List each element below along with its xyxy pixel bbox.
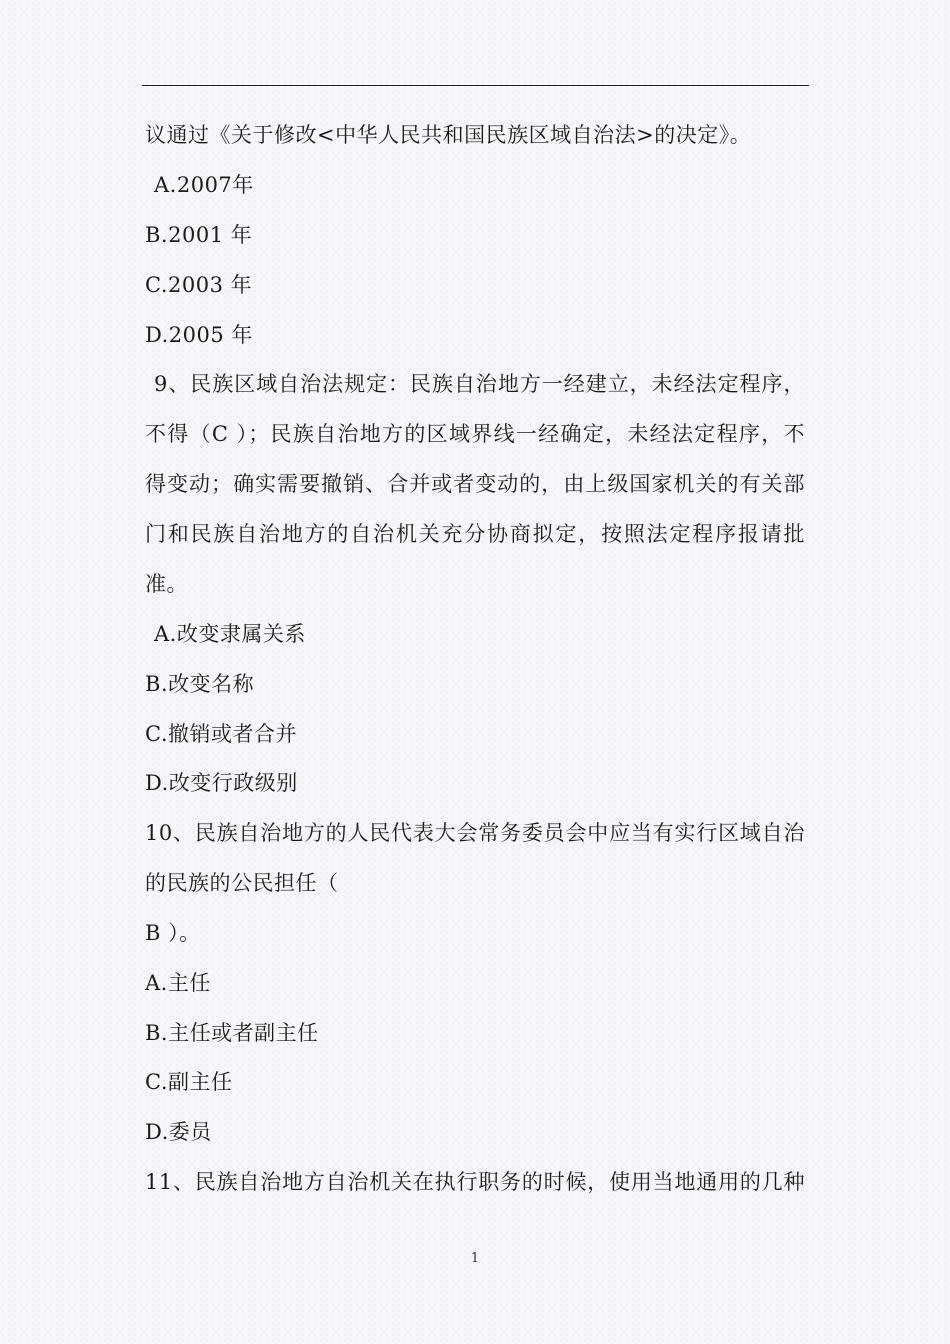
question-9-line: 门和民族自治地方的自治机关充分协商拟定，按照法定程序报请批 bbox=[145, 522, 805, 546]
option-line: C.副主任 bbox=[145, 1070, 233, 1094]
question-11-line: 11、民族自治地方自治机关在执行职务的时候，使用当地通用的几种 bbox=[145, 1170, 805, 1194]
option-line: A.改变隶属关系 bbox=[154, 622, 306, 646]
option-line: D.改变行政级别 bbox=[145, 771, 298, 795]
option-line: B.改变名称 bbox=[145, 672, 255, 696]
header-rule bbox=[142, 85, 809, 86]
option-line: D.2005 年 bbox=[145, 323, 253, 347]
option-line: A.主任 bbox=[145, 971, 211, 995]
option-line: B.2001 年 bbox=[145, 223, 253, 247]
question-9-line: 不得（C ）；民族自治地方的区域界线一经确定，未经法定程序，不 bbox=[145, 422, 805, 446]
text-line: 议通过《关于修改<中华人民共和国民族区域自治法>的决定》。 bbox=[145, 123, 752, 147]
page-number: 1 bbox=[470, 1251, 480, 1266]
question-10-line: 10、民族自治地方的人民代表大会常务委员会中应当有实行区域自治 bbox=[145, 821, 805, 845]
question-9-line: 准。 bbox=[145, 572, 188, 596]
option-line: A.2007年 bbox=[154, 173, 254, 197]
question-10-line: B ）。 bbox=[145, 921, 201, 945]
option-line: C.撤销或者合并 bbox=[145, 722, 297, 746]
question-10-line: 的民族的公民担任（ bbox=[145, 871, 339, 895]
option-line: C.2003 年 bbox=[145, 273, 253, 297]
question-9-line: 得变动；确实需要撤销、合并或者变动的，由上级国家机关的有关部 bbox=[145, 472, 805, 496]
question-9-line: 9、民族区域自治法规定：民族自治地方一经建立，未经法定程序， bbox=[154, 372, 805, 396]
option-line: D.委员 bbox=[145, 1120, 212, 1144]
option-line: B.主任或者副主任 bbox=[145, 1021, 319, 1045]
